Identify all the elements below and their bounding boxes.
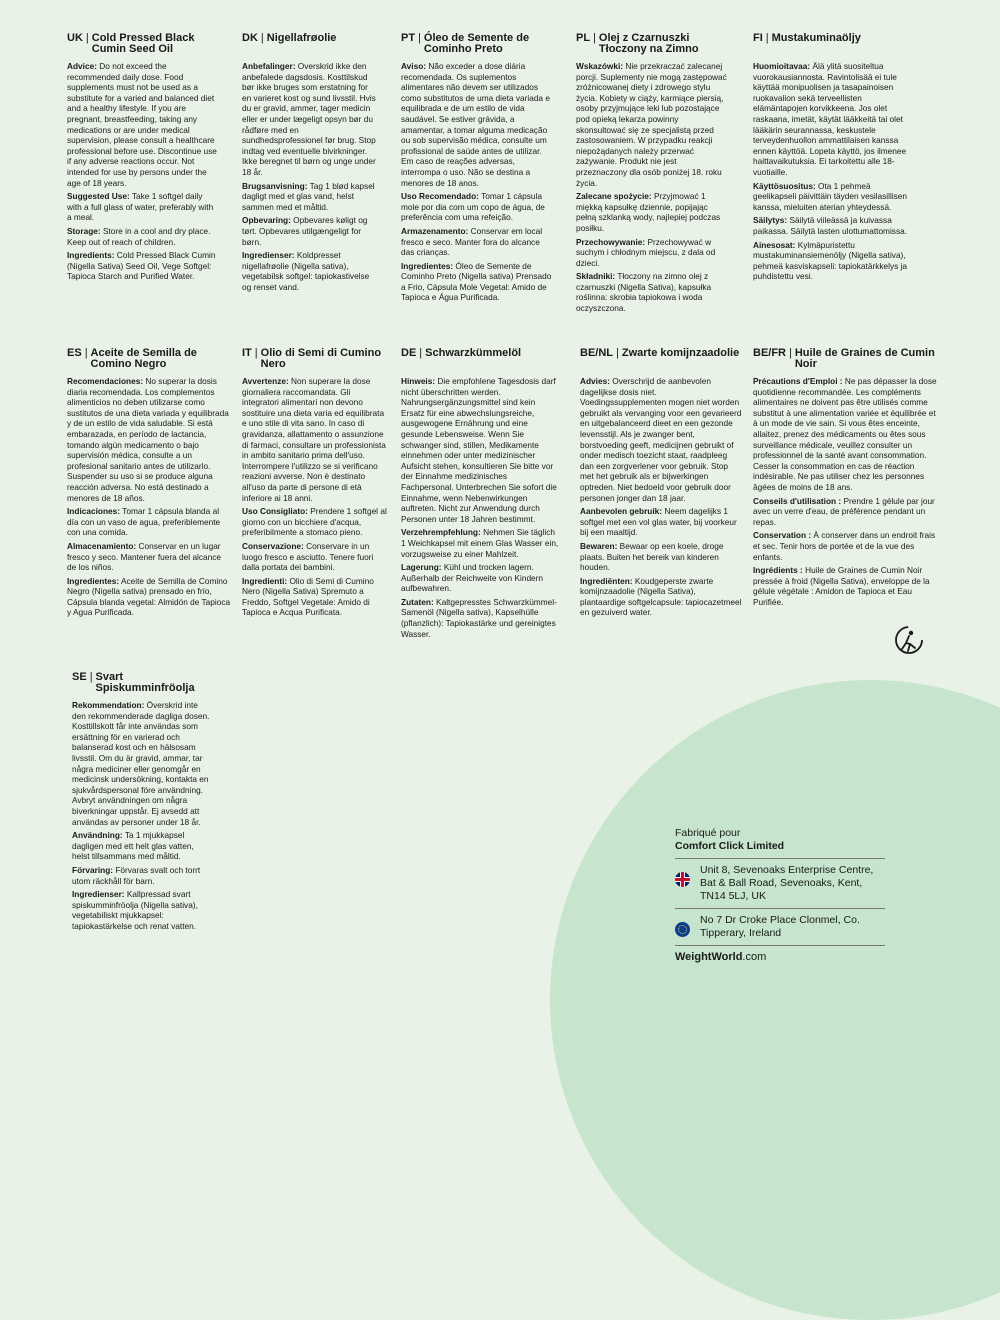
label-paragraph: [72, 830, 212, 862]
divider: [675, 858, 885, 859]
panel-heading: [753, 33, 913, 55]
paragraph-text: Prendere 1 softgel al giorno con un bicchiere d'acqua, preferibilmente a stomaco pieno.: [242, 506, 387, 538]
paragraph-text: Przyjmować 1 miękką kapsułkę dziennie, popijając pełną szklanką wody, najlepiej podczas posiłku.: [576, 191, 721, 233]
label-paragraph: [72, 889, 212, 931]
heading-separator: |: [84, 347, 88, 359]
paragraph-label: Ingrediënten:: [580, 575, 633, 586]
paragraph-text: Aceite de Semilla de Comino Negro (Nigella sativa) prensado en frío, Cápsula blanda vegetal: Almidón de Tapioca y Agua Purificada.: [67, 575, 231, 618]
paragraph-label: Anbefalinger:: [242, 61, 296, 71]
panel-es: [67, 348, 232, 621]
paragraph-label: Almacenamiento:: [67, 540, 137, 551]
paragraph-label: Przechowywanie:: [576, 236, 646, 247]
paragraph-label: Ingredienti:: [242, 575, 288, 586]
language-code: UK: [67, 32, 83, 44]
paragraph-label: Conservation :: [753, 530, 812, 541]
paragraph-text: Take 1 softgel daily with a full glass of water, preferably with a meal.: [67, 191, 214, 223]
paragraph-text: Conservar en un lugar fresco y seco. Mantener fuera del alcance de los niños.: [67, 540, 222, 573]
paragraph-label: Användning:: [72, 830, 123, 841]
paragraph-text: Conservar em local fresco e seco. Manter fora do alcance das crianças.: [401, 225, 543, 258]
paragraph-text: Överskrid inte den rekommenderade dagliga dosen. Kosttillskott får inte användas som ersättning för en varierad och balanserad kost och en hälsosam livsstil. Om du är gravid, ammar, tar några mediciner eller genomgår en medicinsk undersökning, kontakta en sjukvårdspersonal före användning. Avbryt användningen om några biverkningar uppstår. Ej avsedd att användas av personer under 18 år.: [72, 700, 210, 827]
label-paragraph: [753, 530, 938, 562]
panel-heading: [401, 348, 559, 370]
paragraph-label: Opbevaring:: [242, 215, 291, 226]
label-paragraph: [576, 237, 729, 269]
product-title: Huile de Graines de Cumin Noir: [794, 347, 935, 370]
paragraph-text: Nehmen Sie täglich 1 Weichkapsel mit einem Glas Wasser ein, vorzugsweise zu einer Mahlzeit.: [401, 527, 559, 559]
heading-separator: |: [593, 32, 596, 44]
paragraph-label: Recomendaciones:: [67, 376, 144, 386]
label-paragraph: [401, 527, 559, 559]
label-paragraph: [72, 865, 212, 886]
heading-separator: |: [89, 671, 93, 683]
product-title: Olej z Czarnuszki Tłoczony na Zimno: [598, 32, 699, 55]
panel-fr: [753, 348, 938, 610]
paragraph-label: Ingredienser:: [242, 250, 295, 261]
paragraph-text: Conservare in un luogo fresco e asciutto. Tenere fuori dalla portata dei bambini.: [242, 540, 374, 573]
divider: [675, 908, 885, 909]
eu-flag-icon: [675, 922, 690, 937]
label-paragraph: [401, 597, 559, 639]
paragraph-label: Säilytys:: [753, 215, 788, 226]
paragraph-label: Advies:: [580, 376, 610, 386]
paragraph-text: Non superare la dose giornaliera raccomandata. Gli integratori alimentari non devono sostituire una dieta varia ed equilibrata e uno stile di vita sano. In caso di gravidanza, allattamento o assunzione di farmaci, consultare un professionista in ambito sanitario prima dell'uso. Interrompere l'utilizzo se si verificano reazioni avverse. Non è destinato all'uso da parte di persone di età inferiore ai 18 anni.: [242, 376, 386, 503]
label-paragraph: [242, 61, 379, 178]
product-title: Óleo de Semente de Cominho Preto: [423, 32, 530, 55]
paragraph-label: Conservazione:: [242, 540, 304, 551]
label-paragraph: [242, 215, 379, 247]
label-paragraph: [242, 250, 379, 292]
paragraph-text: Neem dagelijks 1 softgel met een vol glas water, bij voorkeur bij een maaltijd.: [580, 506, 737, 538]
paragraph-label: Conseils d'utilisation :: [753, 495, 842, 506]
ie-address-row: [675, 914, 885, 940]
paragraph-text: Tłoczony na zimno olej z czarnuszki (Nigella Sativa), kapsułka roślinna: skrobia tapiokowa i woda oczyszczona.: [576, 271, 712, 314]
panel-de: [401, 348, 559, 642]
language-code: SE: [72, 671, 87, 683]
language-code: DK: [242, 32, 258, 44]
paragraph-label: Verzehrempfehlung:: [401, 527, 481, 538]
paragraph-text: Kylmäpuristettu mustakuminansiemenöljy (Nigella sativa), pehmeä kasviskapseli: tapiokatärkkelys ja puhdistettu vesi.: [753, 239, 908, 282]
label-paragraph: [401, 562, 559, 594]
label-paragraph: [67, 226, 217, 247]
paragraph-label: Wskazówki:: [576, 61, 624, 71]
label-paragraph: [401, 191, 554, 223]
paragraph-text: Förvaras svalt och torrt utom räckhåll för barn.: [72, 864, 201, 886]
label-paragraph: [580, 576, 743, 618]
paragraph-text: Ta 1 mjukkapsel dagligen med ett helt glas vatten, helst tillsammans med måltid.: [72, 830, 194, 862]
paragraph-text: Overskrid ikke den anbefalede dagsdosis. Kosttilskud bør ikke bruges som erstatning for en varieret kost og sund livsstil. Hvis du er gravid, ammer, tager medicin eller er under lægeligt opsyn bør du rådføre med en sundhedsprofessionel før brug. Stop indtag ved eventuelle bivirkninger. Ikke beregnet til børn og unge under 18 år.: [242, 61, 376, 177]
label-paragraph: [753, 565, 938, 607]
divider: [675, 945, 885, 946]
paragraph-text: Die empfohlene Tagesdosis darf nicht überschritten werden. Nahrungsergänzungsmittel sind kein Ersatz für eine abwechslungsreiche, ausgewogene Ernährung und eine gesunde Lebensweise. Wenn Sie schwanger sind, stillen, Medikamente einnehmen oder unter medizinischer Aufsicht stehen, konsultieren Sie bitte vor der Einnahme medizinisches Fachpersonal. Unterbrechen Sie sofort die Einnahme, wenn Nebenwirkungen auftreten. Nicht zur Anwendung durch Personen unter 18 Jahren bestimmt.: [401, 376, 557, 524]
label-paragraph: [67, 376, 232, 503]
panel-it: [242, 348, 387, 621]
panel-fi: [753, 33, 913, 285]
label-paragraph: [242, 181, 379, 213]
panel-heading: [242, 33, 379, 55]
heading-separator: |: [765, 32, 769, 44]
product-title: Schwarzkümmelöl: [425, 347, 522, 359]
paragraph-label: Zalecane spożycie:: [576, 191, 652, 202]
language-code: ES: [67, 347, 82, 359]
language-code: PT: [401, 32, 416, 44]
paragraph-text: Olio di Semi di Cumino Nero (Nigella Sativa) Spremuto a Freddo, Softgel Vegetale: Amido di Tapioca e Acqua Purificata.: [242, 575, 374, 618]
paragraph-label: Käyttösuositus:: [753, 180, 816, 191]
paragraph-label: Indicaciones:: [67, 506, 121, 517]
ie-address: No 7 Dr Croke Place Clonmel, Co. Tipperary, Ireland: [700, 914, 860, 939]
label-paragraph: [753, 496, 938, 528]
paragraph-text: Tag 1 blød kapsel dagligt med et glas vand, helst sammen med et måltid.: [242, 180, 375, 212]
label-paragraph: [67, 576, 232, 618]
heading-separator: |: [254, 347, 258, 359]
heading-separator: |: [789, 347, 792, 359]
paragraph-label: Avvertenze:: [242, 376, 289, 386]
paragraph-label: Lagerung:: [401, 562, 442, 573]
paragraph-label: Uso Recomendado:: [401, 191, 479, 202]
label-paragraph: [67, 61, 217, 188]
paragraph-label: Ainesosat:: [753, 239, 796, 250]
paragraph-label: Aanbevolen gebruik:: [580, 506, 663, 517]
panel-heading: [67, 348, 232, 370]
paragraph-text: Ne pas dépasser la dose quotidienne recommandée. Les compléments alimentaires ne doivent pas être utilisés comme substitut à une alimentation variée et équilibrée et à un mode de vie sain. Si vous êtes enceinte, allaitez, prenez des médicaments ou êtes sous surveillance médicale, veuillez consulter un professionnel de la santé avant consommation. Cesser la consommation en cas de réaction indésirable. Ne pas utiliser chez les personnes âgées de moins de 18 ans.: [753, 376, 937, 492]
language-code: BE/FR: [753, 347, 786, 359]
product-title: Cold Pressed Black Cumin Seed Oil: [91, 32, 195, 55]
label-paragraph: [401, 226, 554, 258]
paragraph-text: Kühl und trocken lagern. Außerhalb der Reichweite von Kindern aufbewahren.: [401, 562, 544, 594]
language-code: FI: [753, 32, 763, 44]
paragraph-label: Advice:: [67, 61, 97, 71]
label-paragraph: [401, 261, 554, 303]
label-paragraph: [576, 271, 729, 313]
paragraph-label: Suggested Use:: [67, 191, 130, 202]
label-paragraph: [67, 191, 217, 223]
product-title: Olio di Semi di Cumino Nero: [260, 347, 382, 370]
label-paragraph: [580, 506, 743, 538]
paragraph-text: Tomar 1 cápsula blanda al día con un vaso de agua, preferiblemente con una comida.: [67, 506, 221, 538]
paragraph-label: Huomioitavaa:: [753, 61, 811, 71]
paragraph-label: Armazenamento:: [401, 225, 469, 236]
paragraph-label: Storage:: [67, 225, 101, 236]
heading-separator: |: [419, 347, 423, 359]
paragraph-label: Zutaten:: [401, 596, 434, 607]
paragraph-text: Koldpresset nigellafrøolie (Nigella sativa), vegetabilsk softgel: tapiokastivelse og renset vand.: [242, 250, 370, 292]
panel-se: [72, 672, 212, 934]
paragraph-text: Não exceder a dose diária recomendada. Os suplementos alimentares não devem ser utilizados como substitutos de uma dieta variada e equilibrada e de um estilo de vida saudável. Se estiver grávida, a amamentar, a tomar alguma medicação ou sob supervisão médica, consulte um profissional de saúde antes de utilizar. Em caso de reações adversas, interrompa o uso. Não se destina a menores de 18 anos.: [401, 61, 550, 188]
paragraph-label: Précautions d'Emploi :: [753, 376, 843, 386]
label-paragraph: [753, 240, 913, 282]
language-code: PL: [576, 32, 591, 44]
panel-nl: [580, 348, 743, 621]
heading-separator: |: [616, 347, 619, 359]
label-paragraph: [401, 61, 554, 188]
product-title: Aceite de Semilla de Comino Negro: [90, 347, 197, 370]
heading-separator: |: [260, 32, 264, 44]
panel-dk: [242, 33, 379, 295]
label-paragraph: [67, 250, 217, 282]
manufacturer-block: [675, 827, 885, 964]
panel-heading: [242, 348, 387, 370]
paragraph-text: Ota 1 pehmeä geelikapseli päivittäin täyden vesilasillisen kanssa, mieluiten aterian yhteydessä.: [753, 180, 908, 212]
paragraph-text: Nie przekraczać zalecanej porcji. Suplementy nie mogą zastępować zróżnicowanej diety i zdrowego stylu życia. Kobiety w ciąży, karmiące piersią, osoby przyjmujące leki lub pozostające pod opieką lekarza powinny skonsultować się ze specjalistą przed zastosowaniem. W przypadku reakcji niepożądanych należy przerwać zażywanie. Produkt nie jest przeznaczony dla osób poniżej 18. roku życia.: [576, 61, 727, 188]
product-title: Nigellafrøolie: [266, 32, 337, 44]
paragraph-label: Ingrédients :: [753, 565, 803, 576]
panel-uk: [67, 33, 217, 285]
label-paragraph: [753, 61, 913, 178]
panel-heading: [67, 33, 217, 55]
paragraph-text: Kaltgepresstes Schwarzkümmel-Samenöl (Nigella sativa), Kapselhülle (pflanzlich): Tapiokastärke und gereinigtes Wasser.: [401, 596, 557, 639]
paragraph-text: No superar la dosis diaria recomendada. Los complementos alimenticios no deben utilizarse como sustitutos de una dieta variada y equilibrada y de un estilo de vida saludable. Si está embarazada, en período de lactancia, tomando algún medicamento o bajo supervisión médica, consulte a un profesional sanitario antes de utilizarlo. Suspender su uso si se produce alguna reacción adversa. No está destinado a menores de 18 años.: [67, 376, 229, 503]
panel-heading: [72, 672, 212, 694]
brand-domain: .com: [742, 951, 767, 963]
paragraph-label: Rekommendation:: [72, 700, 145, 710]
label-paragraph: [401, 376, 559, 524]
paragraph-label: Ingredients:: [67, 250, 115, 261]
paragraph-text: Älä ylitä suositeltua vuorokausiannosta. Ravintolisää ei tule käyttää monipuolisen ja tasapainoisen ruokavalion sekä terveellisten elämäntapojen korvikkeena. Jos olet raskaana, imetät, käytät lääkkeitä tai olet lääkärin seurannassa, keskustele terveydenhuollon ammattilaisen kanssa ennen käyttöä. Lopeta käyttö, jos ilmenee haittavaikutuksia. Ei tarkoitettu alle 18-vuotiaille.: [753, 61, 907, 177]
paragraph-label: Brugsanvisning:: [242, 180, 308, 191]
recycle-icon: [893, 624, 925, 656]
language-code: DE: [401, 347, 417, 359]
product-title: Zwarte komijnzaadolie: [621, 347, 740, 359]
paragraph-text: Prendre 1 gélule par jour avec un verre d'eau, de préférence pendant un repas.: [753, 495, 935, 527]
paragraph-text: Cold Pressed Black Cumin (Nigella Sativa) Seed Oil, Vege Softgel: Tapioca Starch and Purified Water.: [67, 250, 216, 282]
label-paragraph: [753, 181, 913, 213]
paragraph-label: Aviso:: [401, 61, 427, 71]
label-paragraph: [242, 576, 387, 618]
label-paragraph: [753, 215, 913, 236]
label-paragraph: [576, 61, 729, 188]
manufacturer-label: Fabriqué pour: [675, 827, 741, 839]
label-paragraph: [67, 506, 232, 538]
paragraph-label: Składniki:: [576, 271, 616, 282]
label-paragraph: [576, 191, 729, 233]
panel-heading: [576, 33, 729, 55]
paragraph-label: Ingredientes:: [401, 260, 454, 271]
paragraph-label: Hinweis:: [401, 376, 436, 386]
paragraph-label: Uso Consigliato:: [242, 506, 308, 517]
paragraph-text: Huile de Graines de Cumin Noir pressée à froid (Nigella Sativa), enveloppe de la gélule végétale : Amidon de Tapioca et Eau Purifiée.: [753, 565, 930, 607]
product-title: Svart Spiskumminfröolja: [95, 671, 195, 694]
panel-pl: [576, 33, 729, 317]
paragraph-label: Ingredienser:: [72, 889, 125, 900]
paragraph-label: Ingredientes:: [67, 575, 120, 586]
paragraph-text: Opbevares køligt og tørt. Opbevares utilgængeligt for børn.: [242, 215, 368, 247]
label-paragraph: [580, 376, 743, 503]
label-paragraph: [753, 376, 938, 493]
paragraph-text: À conserver dans un endroit frais et sec. Tenir hors de portée et de la vue des enfants.: [753, 530, 936, 562]
label-paragraph: [67, 541, 232, 573]
label-paragraph: [242, 541, 387, 573]
panel-pt: [401, 33, 554, 306]
paragraph-text: Koudgeperste zwarte komijnzaadolie (Nigella Sativa), plantaardige softgelcapsule: tapiocazetmeel en gezuiverd water.: [580, 575, 742, 618]
brand-name: WeightWorld: [675, 951, 743, 963]
paragraph-text: Óleo de Semente de Cominho Preto (Nigella sativa) Prensado a Frio, Cápsula Mole Vegetal: Amido de Tapioca e Água Purificada.: [401, 260, 552, 303]
panel-heading: [401, 33, 554, 55]
heading-separator: |: [418, 32, 421, 44]
language-code: IT: [242, 347, 252, 359]
paragraph-text: Tomar 1 cápsula mole por dia com um copo de água, de preferência com uma refeição.: [401, 191, 545, 223]
paragraph-text: Przechowywać w suchym i chłodnym miejscu, z dala od dzieci.: [576, 236, 716, 268]
paragraph-text: Overschrijd de aanbevolen dagelijkse dosis niet. Voedingssupplementen mogen niet worden gebruikt als vervanging voor een gevarieerd en uitgebalanceerd dieet en een gezonde levensstijl. Als je zwanger bent, borstvoeding geeft, medicijnen gebruikt of onder medisch toezicht staat, raadpleeg dan een zorgverlener voor gebruik. Stop met het gebruik als er bijwerkingen optreden. Niet bedoeld voor gebruik door personen jonger dan 18 jaar.: [580, 376, 742, 503]
panel-heading: [753, 348, 938, 370]
paragraph-text: Säilytä viileässä ja kuivassa paikassa. Säilytä lasten ulottumattomissa.: [753, 215, 908, 236]
label-paragraph: [242, 376, 387, 503]
label-paragraph: [580, 541, 743, 573]
language-code: BE/NL: [580, 347, 613, 359]
panel-heading: [580, 348, 743, 370]
product-title: Mustakuminaöljy: [771, 32, 861, 44]
paragraph-label: Bewaren:: [580, 540, 618, 551]
paragraph-text: Kallpressad svart spiskumminfröolja (Nigella sativa), vegetabiliskt mjukkapsel: tapiokastärkelse och renat vatten.: [72, 889, 198, 931]
paragraph-text: Do not exceed the recommended daily dose. Food supplements must not be used as a substitute for a varied and balanced diet and a healthy lifestyle. If you are pregnant, breastfeeding, taking any medications or are under medical supervision, please consult a healthcare professional before use. Discontinue use if any adverse reactions occur. Not intended for use by persons under the age of 18 years.: [67, 61, 217, 188]
label-paragraph: [72, 700, 212, 827]
uk-address-row: [675, 864, 885, 903]
decorative-circle: [550, 680, 1000, 1320]
manufacturer-company: Comfort Click Limited: [675, 840, 785, 852]
paragraph-text: Store in a cool and dry place. Keep out of reach of children.: [67, 225, 211, 247]
brand-website: [675, 951, 885, 964]
label-paragraph: [242, 506, 387, 538]
uk-flag-icon: [675, 872, 690, 887]
uk-address: Unit 8, Sevenoaks Enterprise Centre, Bat & Ball Road, Sevenoaks, Kent, TN14 5LJ, UK: [700, 864, 874, 902]
paragraph-text: Bewaar op een koele, droge plaats. Buiten het bereik van kinderen houden.: [580, 540, 724, 573]
paragraph-label: Förvaring:: [72, 864, 114, 875]
heading-separator: |: [85, 32, 89, 44]
